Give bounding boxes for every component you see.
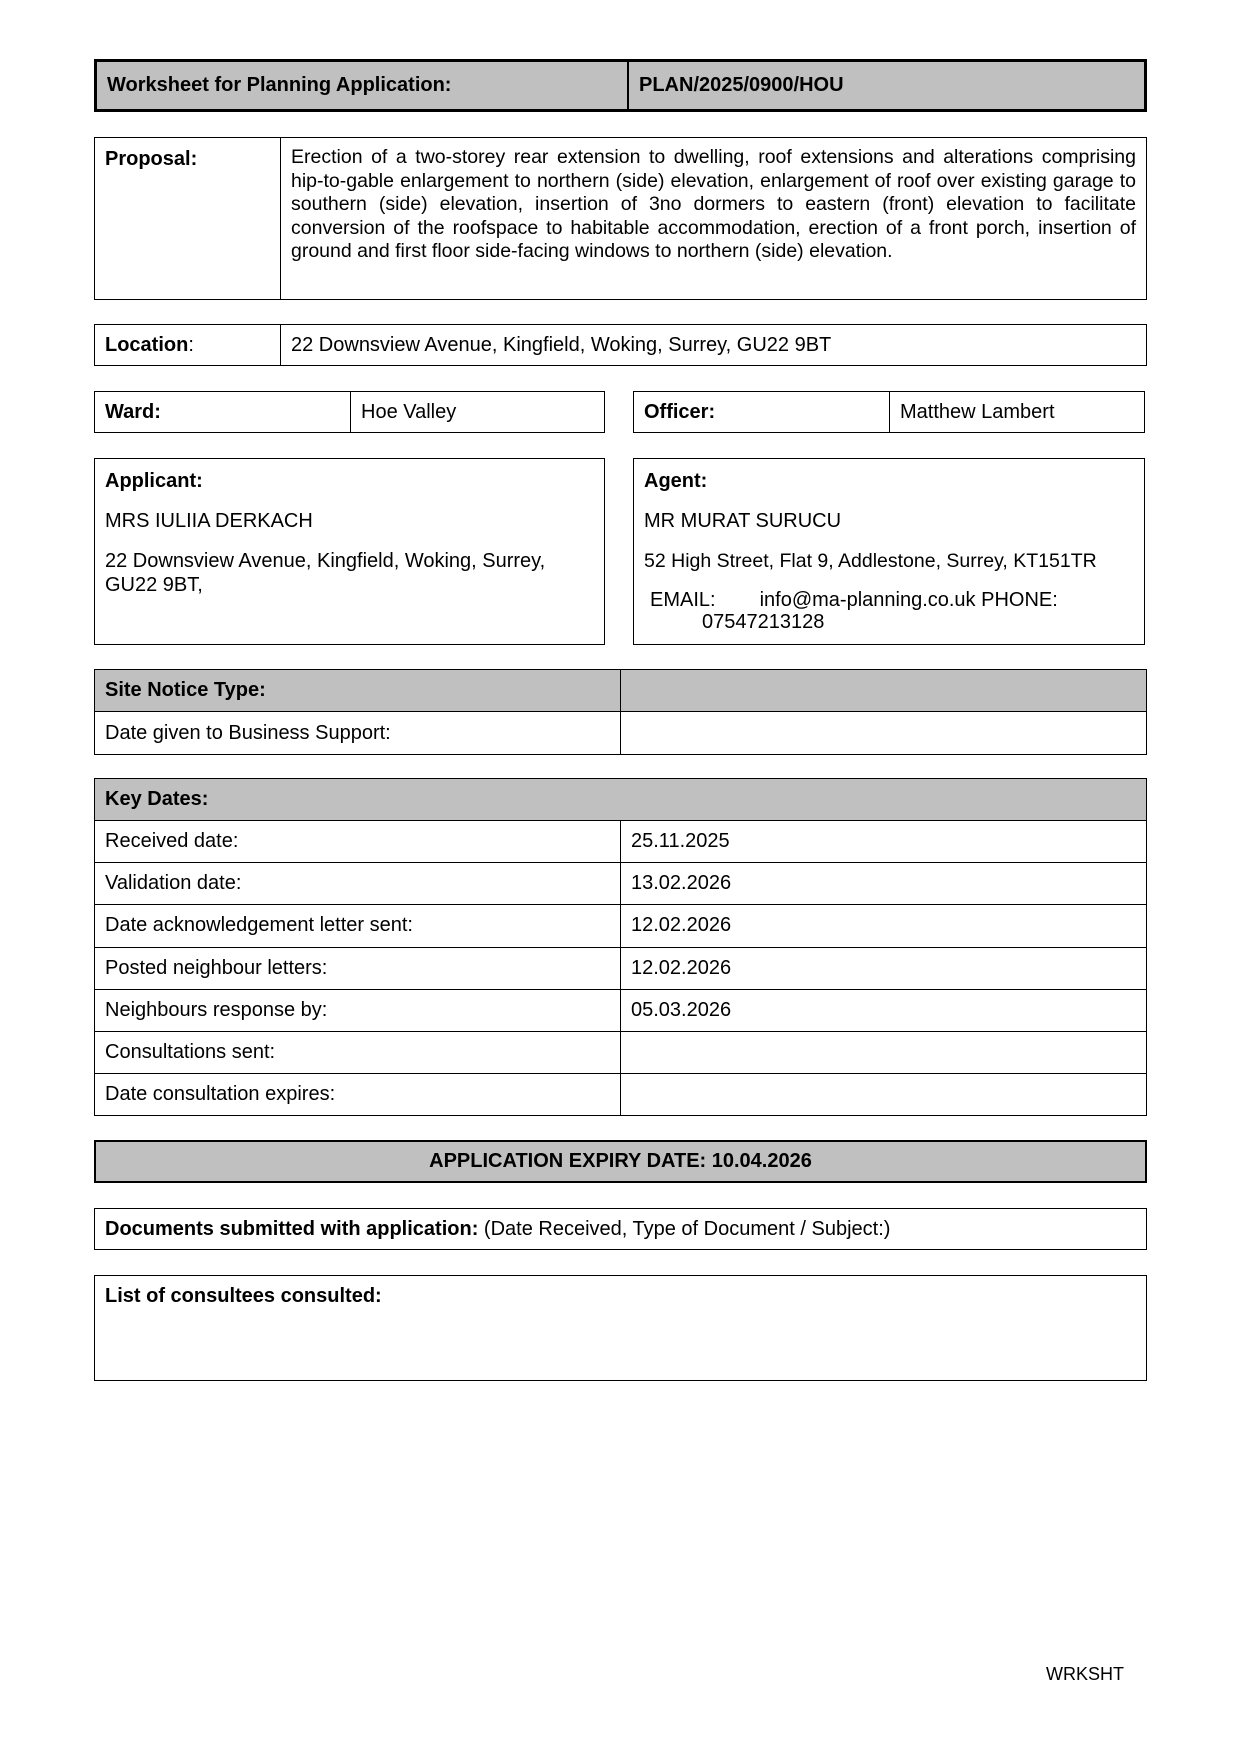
application-expiry-banner <box>94 1140 1147 1183</box>
table-row <box>95 989 1147 1031</box>
proposal-box <box>94 137 1147 300</box>
key-date-value: 25.11.2025 <box>621 821 1147 863</box>
agent-name: MR MURAT SURUCU <box>644 510 842 532</box>
officer-box <box>633 391 1145 433</box>
agent-phone: 07547213128 <box>702 611 825 633</box>
ward-box <box>94 391 605 433</box>
key-date-label: Received date: <box>95 821 621 863</box>
worksheet-header <box>94 59 1147 112</box>
officer-value: Matthew Lambert <box>900 401 1055 423</box>
key-date-value: 12.02.2026 <box>621 905 1147 947</box>
application-expiry-date: APPLICATION EXPIRY DATE: 10.04.2026 <box>429 1150 812 1172</box>
site-notice-type-label: Site Notice Type: <box>95 670 621 712</box>
proposal-label: Proposal: <box>105 148 198 170</box>
table-row <box>95 1031 1147 1073</box>
location-value: 22 Downsview Avenue, Kingfield, Woking, Surrey, GU22 9BT <box>291 334 832 356</box>
documents-note: (Date Received, Type of Document / Subject:) <box>483 1218 891 1240</box>
agent-box <box>633 458 1145 645</box>
header-label: Worksheet for Planning Application: <box>97 62 628 109</box>
agent-label: Agent: <box>644 470 708 492</box>
agent-phone-label: PHONE: <box>981 589 1058 611</box>
ward-value: Hoe Valley <box>361 401 457 423</box>
officer-label: Officer: <box>644 401 716 423</box>
key-date-value <box>621 1031 1147 1073</box>
consultees-box <box>94 1275 1147 1381</box>
business-support-date-value <box>621 712 1147 755</box>
site-notice-table <box>94 669 1147 754</box>
applicant-box <box>94 458 605 645</box>
agent-email: info@ma-planning.co.uk <box>759 589 976 611</box>
documents-box <box>94 1208 1147 1250</box>
location-colon: : <box>188 334 194 356</box>
key-date-label: Validation date: <box>95 863 621 905</box>
key-date-label: Date consultation expires: <box>95 1073 621 1115</box>
site-notice-type-value <box>621 670 1147 712</box>
documents-label: Documents submitted with application: <box>105 1218 479 1240</box>
key-date-label: Date acknowledgement letter sent: <box>95 905 621 947</box>
key-dates-table <box>94 778 1147 1116</box>
key-date-value: 05.03.2026 <box>621 989 1147 1031</box>
key-date-value: 12.02.2026 <box>621 947 1147 989</box>
consultees-label: List of consultees consulted: <box>105 1285 382 1307</box>
applicant-address: 22 Downsview Avenue, Kingfield, Woking, Surrey, GU22 9BT, <box>105 550 546 596</box>
key-date-label: Neighbours response by: <box>95 989 621 1031</box>
location-box <box>94 324 1147 366</box>
key-dates-title: Key Dates: <box>95 779 1147 821</box>
footer-code: WRKSHT <box>1046 1664 1124 1684</box>
applicant-label: Applicant: <box>105 470 203 492</box>
ward-label: Ward: <box>105 401 161 423</box>
location-label: Location <box>105 334 189 356</box>
agent-email-label: EMAIL: <box>650 589 716 611</box>
proposal-text: Erection of a two-storey rear extension to dwelling, roof extensions and alterations comprising hip-to-gable enlargement to northern (side) elevation, enlargement of roof over existing garage to southern (side) elevation, insertion of 3no dormers to eastern (front) elevation to facilitate conversion of the roofspace to habitable accommodation, erection of a front porch, insertion of ground and first floor side-facing windows to northern (side) elevation. <box>291 146 1136 262</box>
table-row <box>95 905 1147 947</box>
table-row <box>95 863 1147 905</box>
applicant-name: MRS IULIIA DERKACH <box>105 510 313 532</box>
table-row <box>95 947 1147 989</box>
agent-address: 52 High Street, Flat 9, Addlestone, Surrey, KT151TR <box>644 550 1097 572</box>
application-reference: PLAN/2025/0900/HOU <box>628 62 1144 109</box>
key-date-value: 13.02.2026 <box>621 863 1147 905</box>
agent-contact <box>644 589 1134 633</box>
table-row <box>95 821 1147 863</box>
key-date-label: Posted neighbour letters: <box>95 947 621 989</box>
table-row <box>95 1073 1147 1115</box>
key-date-label: Consultations sent: <box>95 1031 621 1073</box>
key-date-value <box>621 1073 1147 1115</box>
business-support-date-label: Date given to Business Support: <box>95 712 621 755</box>
